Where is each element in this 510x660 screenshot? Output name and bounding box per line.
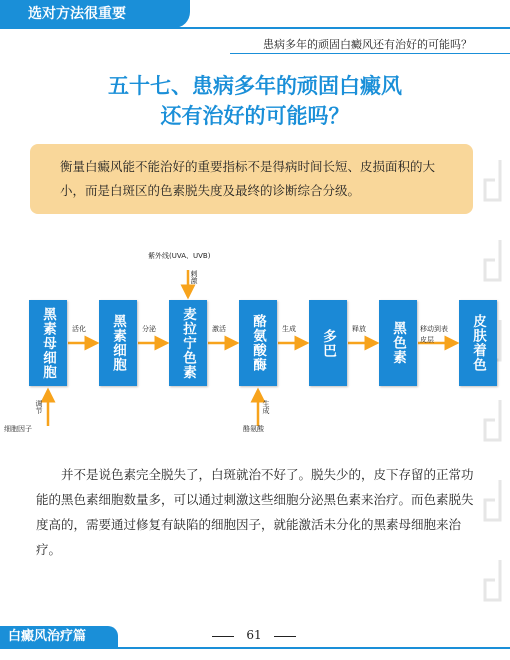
arrow-label-move: 移动到表皮层	[420, 325, 448, 344]
uv-action-label: 刺激	[190, 270, 198, 284]
cytokine-action-label: 调节	[35, 400, 43, 414]
box-melanin: 黑色素	[379, 300, 417, 386]
section-header-label: 选对方法很重要	[28, 6, 126, 22]
section-header-tab	[0, 0, 190, 28]
arrow-label-generate: 生成	[282, 325, 296, 333]
box-dopa: 多巴	[309, 300, 347, 386]
arrow-label-activate: 活化	[72, 325, 86, 333]
body-paragraph: 并不是说色素完全脱失了，白斑就治不好了。脱失少的，皮下存留的正常功能的黑色素细胞数量多，可以通过刺激这些细胞分泌黑色素来治疗。而色素脱失度高的，需要通过修复有缺陷的细胞因子，就能激活未分化的黑素母细胞来治疗。	[36, 467, 474, 557]
book-title-tab	[0, 626, 118, 648]
uv-label: 紫外线(UVA、UVB)	[148, 252, 211, 260]
cytokine-label: 细胞因子	[4, 425, 32, 433]
header-rule	[0, 27, 510, 29]
pigment-pathway-diagram	[0, 240, 510, 440]
arrow-label-stimulate: 激活	[212, 325, 226, 333]
callout-text: 衡量白癜风能不能治好的重要指标不是得病时间长短、皮损面积的大小，而是白斑区的色素脱失度及最终的诊断综合分级。	[60, 159, 436, 198]
arrow-label-release: 释放	[352, 325, 366, 333]
box-melanoblast: 黑素母细胞	[29, 300, 67, 386]
book-title-label: 白癜风治疗篇	[8, 629, 87, 644]
box-melanocyte: 黑素细胞	[99, 300, 137, 386]
running-head: 患病多年的顽固白癜风还有治好的可能吗？	[263, 38, 472, 51]
running-head-rule	[230, 53, 510, 54]
tyrosine-action-label: 生成	[262, 400, 270, 414]
footer-rule	[0, 647, 510, 649]
page-number-value: 61	[246, 628, 262, 642]
tyrosine-label: 酪氨酸	[243, 425, 264, 433]
page-title-line-1: 五十七、患病多年的顽固白癜风	[108, 74, 402, 98]
page-number	[212, 628, 296, 642]
page-title-line-2: 还有治好的可能吗？	[160, 104, 350, 128]
box-melanin-pigment: 麦拉宁色素	[169, 300, 207, 386]
arrow-label-secrete: 分泌	[142, 325, 156, 333]
key-point-callout	[30, 144, 473, 214]
box-tyrosinase: 酪氨酸酶	[239, 300, 277, 386]
box-skin-pigmentation: 皮肤着色	[459, 300, 497, 386]
